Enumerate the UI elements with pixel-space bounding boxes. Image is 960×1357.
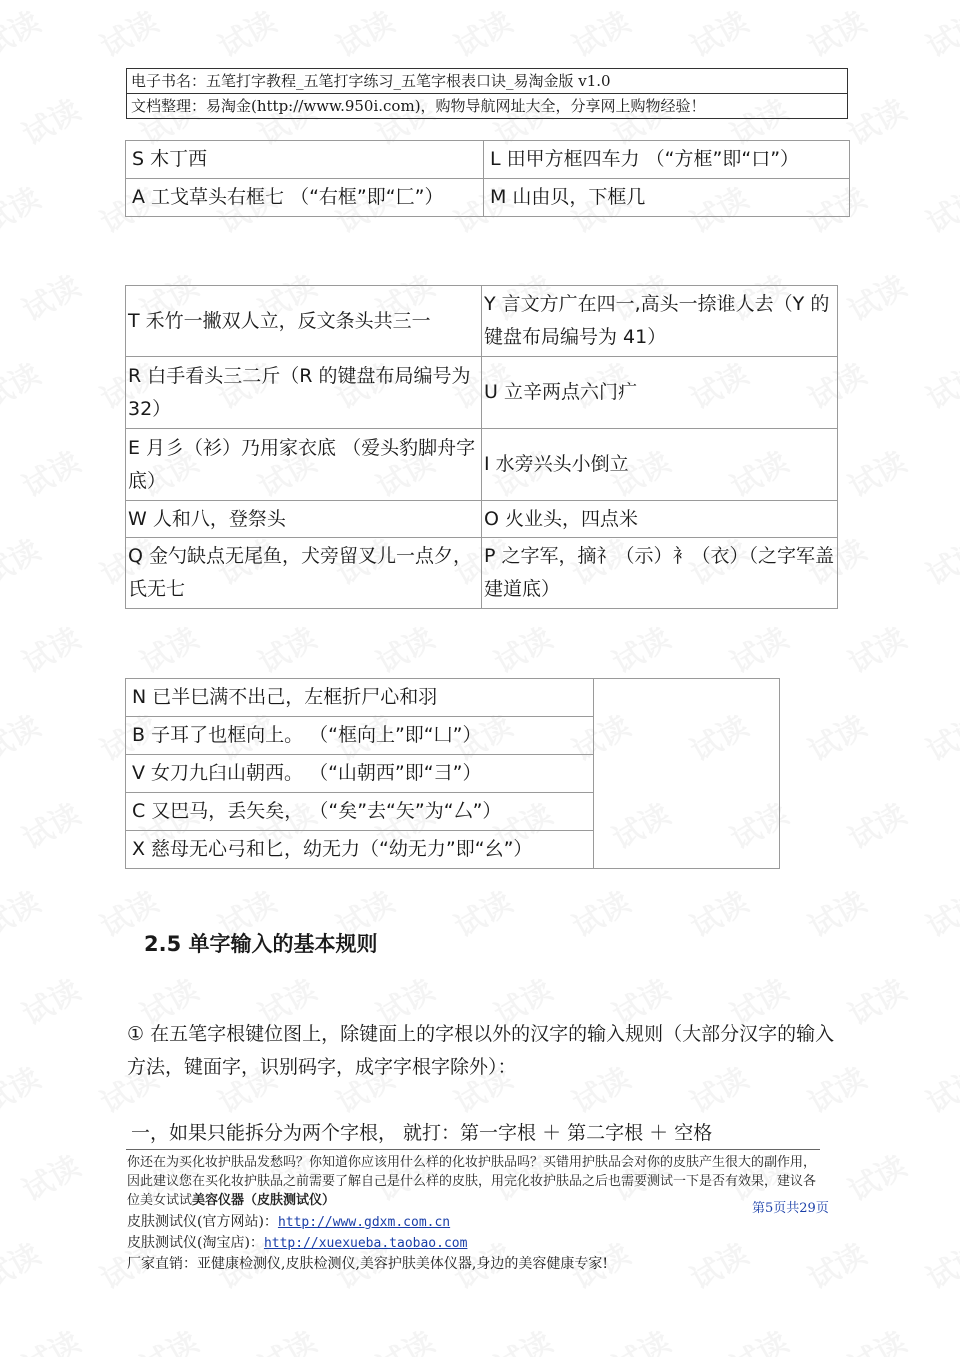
watermark-text: [13, 966, 87, 1034]
footer-link-row: [127, 1233, 608, 1254]
watermark-text: [0, 1230, 47, 1298]
footer-manufacturer-line: 厂家直销：亚健康检测仪,皮肤检测仪,美容护肤美体仪器,身边的美容健康专家!: [127, 1256, 608, 1272]
watermark-text: [839, 262, 913, 330]
rule-intro-paragraph: ① 在五笔字根键位图上，除键面上的字根以外的汉字的输入规则（大部分汉字的输入方法，键面字，识别码字，成字字根字除外）：: [127, 1023, 835, 1078]
table-row: [126, 179, 850, 217]
table-cell: Q 金勺缺点无尾鱼，犬旁留叉儿一点夕，氏无七: [126, 538, 482, 609]
watermark-text: [839, 790, 913, 858]
watermark-text: [485, 614, 559, 682]
watermark-text: [0, 526, 47, 594]
table-cell: R 白手看头三二斤（R 的键盘布局编号为 32）: [126, 357, 482, 429]
radical-table-2: [125, 285, 838, 609]
watermark-text: [0, 1054, 47, 1122]
watermark-text: [917, 526, 960, 594]
table-cell: A 工戈草头右框七 （“右框”即“匚”）: [126, 179, 484, 217]
table-cell: W 人和八，登祭头: [126, 501, 482, 538]
section-heading: 2.5 单字输入的基本规则: [144, 932, 378, 956]
footer-link-row: [127, 1212, 608, 1233]
watermark-text: [0, 174, 47, 242]
watermark-text: [0, 878, 47, 946]
radical-table-1: [125, 140, 850, 217]
table-cell: E 月彡（衫）乃用家衣底 （爱头豹脚舟字底）: [126, 429, 482, 501]
watermark-text: [209, 0, 283, 66]
table-cell: Y 言文方广在四一,高头一捺谁人去（Y 的键盘布局编号为 41）: [482, 286, 838, 357]
taobao-shop-link[interactable]: http://xuexueba.taobao.com: [263, 1236, 468, 1251]
watermark-text: [131, 1318, 205, 1357]
watermark-text: [681, 1230, 755, 1298]
watermark-text: [0, 350, 47, 418]
watermark-text: [13, 614, 87, 682]
watermark-text: [603, 614, 677, 682]
footer-ad-highlight: 美容仪器（皮肤测试仪）: [192, 1193, 336, 1208]
rule-one-text: 一，如果只能拆分为两个字根， 就打：第一字根 ＋ 第二字根 ＋ 空格: [131, 1122, 713, 1144]
watermark-text: [91, 0, 165, 66]
table-cell: L 田甲方框四车力 （“方框”即“口”）: [484, 141, 850, 179]
watermark-text: [917, 1054, 960, 1122]
table-row: [126, 357, 838, 429]
link-label: 皮肤测试仪(官方网站)：: [127, 1214, 278, 1230]
link-label: 皮肤测试仪(淘宝店)：: [127, 1235, 264, 1251]
table-row: [126, 679, 780, 717]
watermark-text: [917, 878, 960, 946]
watermark-text: [917, 174, 960, 242]
watermark-text: [721, 1318, 795, 1357]
watermark-text: [681, 878, 755, 946]
watermark-text: [445, 0, 519, 66]
radical-table-3: [125, 678, 780, 869]
watermark-text: [13, 438, 87, 506]
watermark-text: [839, 86, 913, 154]
watermark-text: [799, 0, 873, 66]
footer-ad-body: 你还在为买化妆护肤品发愁吗？你知道你应该用什么样的化妆护肤品吗？买错用护肤品会对你的皮肤产生很大的副作用，因此建议您在买化妆护肤品之前需要了解自己是什么样的皮肤，用完化妆护肤品之后也需要测试一下是否有效果，建议各位美女试试: [127, 1155, 817, 1208]
official-site-link[interactable]: http://www.gdxm.com.cn: [277, 1215, 451, 1230]
watermark-text: [13, 86, 87, 154]
watermark-text: [563, 0, 637, 66]
watermark-text: [485, 1318, 559, 1357]
table-cell: P 之字军，摘礻（示）衤（衣）（之字军盖建道底）: [482, 538, 838, 609]
table-row: [126, 538, 838, 609]
watermark-text: [13, 262, 87, 330]
footer-ad-text: [127, 1153, 827, 1210]
header-book-title: 电子书名：五笔打字教程_五笔打字练习_五笔字根表口诀_易淘金版 v1.0: [131, 72, 611, 90]
watermark-text: [367, 1318, 441, 1357]
table-cell: U 立辛两点六门疒: [482, 357, 838, 429]
watermark-text: [367, 614, 441, 682]
table-cell: M 山由贝，下框几: [484, 179, 850, 217]
watermark-text: [445, 878, 519, 946]
watermark-text: [13, 790, 87, 858]
table-cell: C 又巴马，丢矢矣， （“矣”去“矢”为“厶”）: [126, 793, 594, 831]
watermark-text: [249, 614, 323, 682]
watermark-text: [839, 614, 913, 682]
table-cell: S 木丁西: [126, 141, 484, 179]
page-number: 第5页共29页: [752, 1201, 829, 1216]
watermark-text: [839, 1142, 913, 1210]
watermark-text: [603, 1318, 677, 1357]
table-row: [126, 286, 838, 357]
watermark-text: [0, 702, 47, 770]
watermark-text: [13, 1142, 87, 1210]
table-cell: I 水旁兴头小倒立: [482, 429, 838, 501]
watermark-text: [839, 1318, 913, 1357]
watermark-text: [0, 0, 47, 66]
document-header: [126, 68, 848, 119]
table-cell: V 女刀九臼山朝西。 （“山朝西”即“彐”）: [126, 755, 594, 793]
empty-cell: [594, 679, 780, 869]
watermark-text: [917, 1230, 960, 1298]
table-row: [126, 429, 838, 501]
watermark-text: [917, 702, 960, 770]
watermark-text: [249, 1318, 323, 1357]
footer-divider: [126, 1149, 820, 1150]
table-cell: T 禾竹一撇双人立，反文条头共三一: [126, 286, 482, 357]
watermark-text: [327, 0, 401, 66]
table-row: [126, 501, 838, 538]
watermark-text: [917, 350, 960, 418]
watermark-text: [799, 702, 873, 770]
header-organizer: 文档整理：易淘金(http://www.950i.com)，购物导航网址大全，分享网上购物经验！: [127, 93, 847, 118]
table-cell: N 已半巳满不出己，左框折尸心和羽: [126, 679, 594, 717]
footer-links: [127, 1212, 608, 1275]
watermark-text: [13, 1318, 87, 1357]
watermark-text: [721, 614, 795, 682]
watermark-text: [917, 0, 960, 66]
watermark-text: [563, 878, 637, 946]
watermark-text: [681, 0, 755, 66]
table-row: [126, 141, 850, 179]
table-cell: O 火业头，四点米: [482, 501, 838, 538]
table-cell: B 子耳了也框向上。 （“框向上”即“凵”）: [126, 717, 594, 755]
table-cell: X 慈母无心弓和匕，幼无力（“幼无力”即“幺”）: [126, 831, 594, 869]
watermark-text: [839, 438, 913, 506]
watermark-text: [131, 614, 205, 682]
watermark-text: [799, 878, 873, 946]
watermark-text: [799, 1230, 873, 1298]
